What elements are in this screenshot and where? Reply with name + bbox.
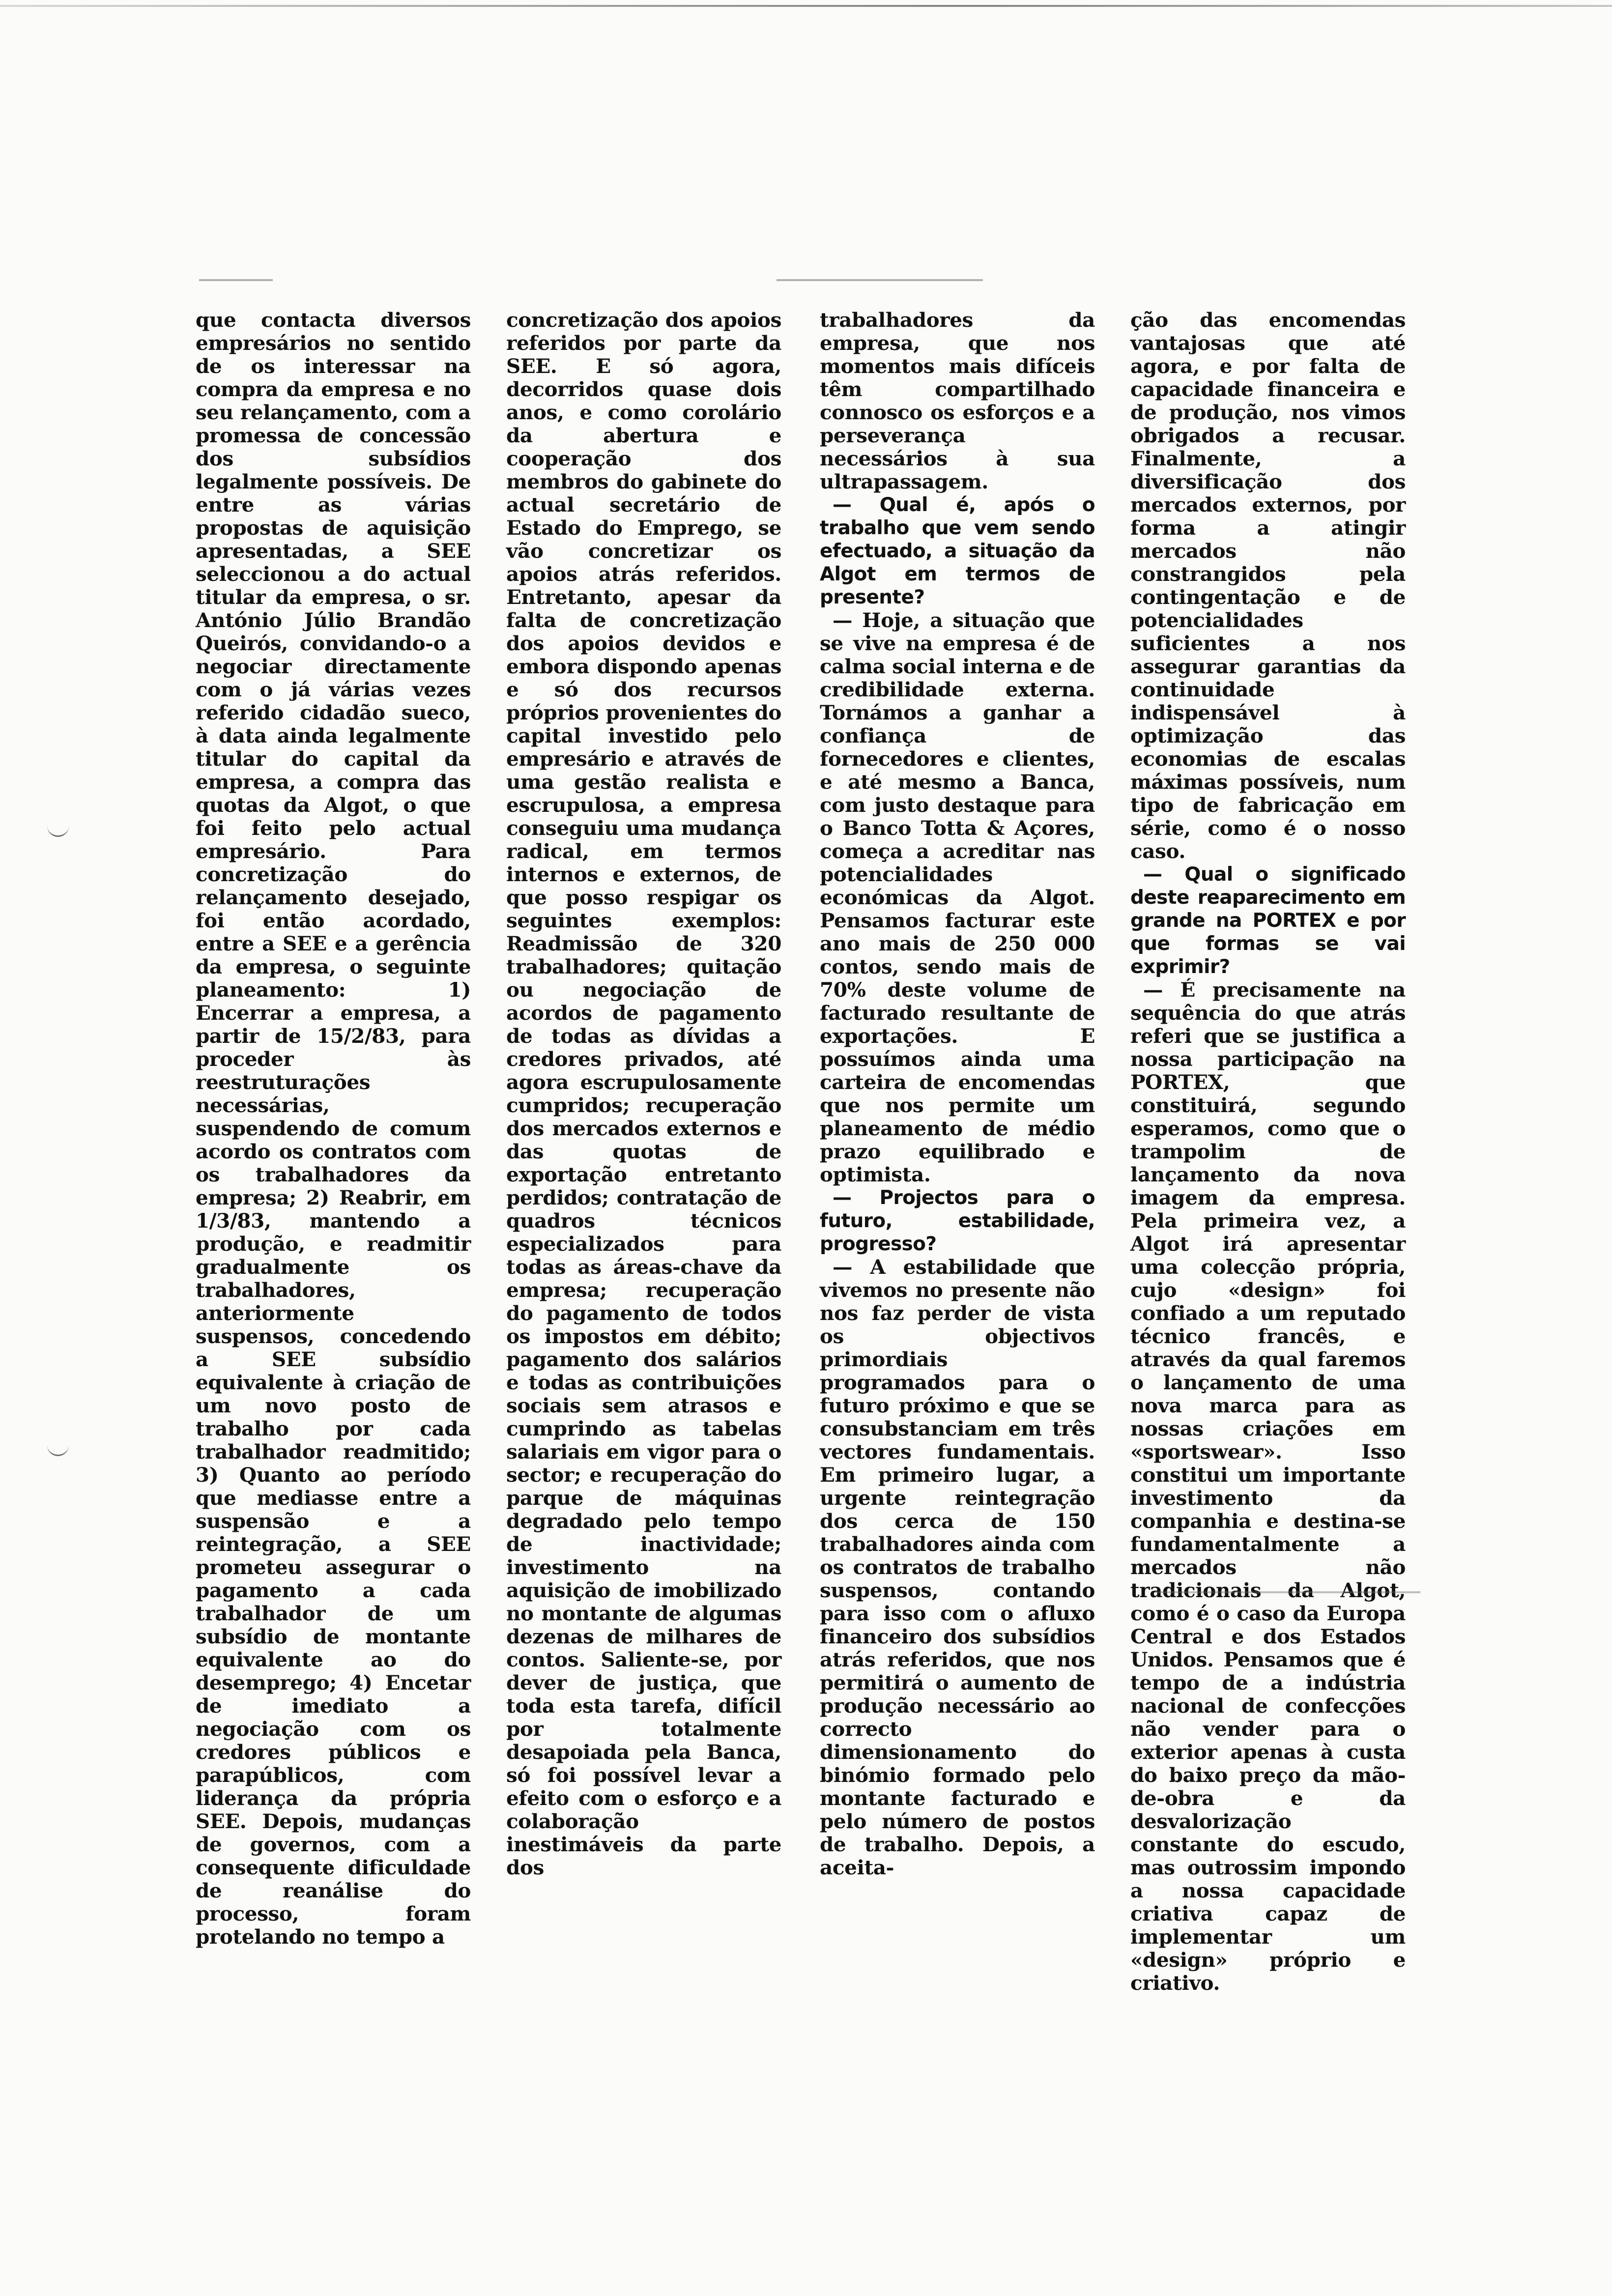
- scan-top-rule: [0, 5, 1612, 7]
- column-4-paragraph-1: ção das encomendas vantajosas que até agora, e por falta de capacidade financeira e de produção, nos vimos obrigados a recusar. Finalmente, a diversificação dos mercados externos, por forma a atingir mercados não constrangidos pela contingentação e de potencialidades suficientes a nos assegurar garantias da continuidade indispensável à optimização das economias de escalas máximas possíveis, num tipo de fabricação em série, como é o nosso caso.: [1130, 308, 1406, 863]
- column-3-paragraph-1: trabalhadores da empresa, que nos momentos mais difíceis têm compartilhado connosco os esforços e a perseverança necessários à sua ultrapassagem.: [820, 308, 1095, 493]
- interview-question-1: — Qual é, após o trabalho que vem sendo efectuado, a situação da Algot em termos de presente?: [820, 494, 1095, 608]
- column-3-paragraph-3: — A estabilidade que vivemos no presente não nos faz perder de vista os objectivos primordiais programados para o futuro próximo e que se consubstanciam em três vectores fundamentais. Em primeiro lugar, a urgente reintegração dos cerca de 150 trabalhadores ainda com os contratos de trabalho suspensos, contando para isso com o afluxo financeiro dos subsídios atrás referidos, que nos permitirá o aumento de produção necessário ao correcto dimensionamento do binómio formado pelo montante facturado e pelo número de postos de trabalho. Depois, a aceita-: [820, 1255, 1095, 1879]
- scan-smudge-left: [199, 279, 273, 281]
- margin-mark-upper: [47, 826, 69, 837]
- article-column-1: [196, 309, 471, 1949]
- column-1-paragraph-1: que contacta diversos empresários no sentido de os interessar na compra da empresa e no seu relançamento, com a promessa de concessão dos subsídios legalmente possíveis. De entre as várias propostas de aquisição apresentadas, a SEE seleccionou a do actual titular da empresa, o sr. António Júlio Brandão Queirós, convidando-o a negociar directamente com o já várias vezes referido cidadão sueco, à data ainda legalmente titular do capital da empresa, a compra das quotas da Algot, o que foi feito pelo actual empresário. Para concretização do relançamento desejado, foi então acordado, entre a SEE e a gerência da empresa, o seguinte planeamento: 1) Encerrar a empresa, a partir de 15/2/83, para proceder às reestruturações necessárias, suspendendo de comum acordo os contratos com os trabalhadores da empresa; 2) Reabrir, em 1/3/83, mantendo a produção, e readmitir gradualmente os trabalhadores, anteriormente suspensos, concedendo a SEE subsídio equivalente à criação de um novo posto de trabalho por cada trabalhador readmitido; 3) Quanto ao período que mediasse entre a suspensão e a reintegração, a SEE prometeu assegurar o pagamento a cada trabalhador de um subsídio de montante equivalente ao do desemprego; 4) Encetar de imediato a negociação com os credores públicos e parapúblicos, com liderança da própria SEE. Depois, mudanças de governos, com a consequente dificuldade de reanálise do processo, foram protelando no tempo a: [196, 308, 471, 1949]
- article-column-3: [820, 309, 1095, 1879]
- margin-mark-lower: [47, 1445, 69, 1456]
- column-4-paragraph-2: — É precisamente na sequência do que atrás referi que se justifica a nossa participação na PORTEX, que constituirá, segundo esperamos, como que o trampolim de lançamento da nova imagem da empresa. Pela primeira vez, a Algot irá apresentar uma colecção própria, cujo «design» foi confiado a um reputado técnico francês, e através da qual faremos o lançamento de uma nova marca para as nossas criações em «sportswear». Isso constitui um importante investimento da companhia e destina-se fundamentalmente a mercados não tradicionais da Algot, como é o caso da Europa Central e dos Estados Unidos. Pensamos que é tempo de a indústria nacional de confecções não vender para o exterior apenas à custa do baixo preço da mão-de-obra e da desvalorização constante do escudo, mas outrossim impondo a nossa capacidade criativa capaz de implementar um «design» próprio e criativo.: [1130, 978, 1406, 1995]
- column-3-paragraph-2: — Hoje, a situação que se vive na empresa é de calma social interna e de credibilidade externa. Tornámos a ganhar a confiança de fornecedores e clientes, e até mesmo a Banca, com justo destaque para o Banco Totta & Açores, começa a acreditar nas potencialidades económicas da Algot. Pensamos facturar este ano mais de 250 000 contos, sendo mais de 70% deste volume de facturado resultante de exportações. E possuímos ainda uma carteira de encomendas que nos permite um planeamento de médio prazo equilibrado e optimista.: [820, 608, 1095, 1186]
- column-2-paragraph-1: concretização dos apoios referidos por parte da SEE. E só agora, decorridos quase dois anos, e como corolário da abertura e cooperação dos membros do gabinete do actual secretário de Estado do Emprego, se vão concretizar os apoios atrás referidos. Entretanto, apesar da falta de concretização dos apoios devidos e embora dispondo apenas e só dos recursos próprios provenientes do capital investido pelo empresário e através de uma gestão realista e escrupulosa, a empresa conseguiu uma mudança radical, em termos internos e externos, de que posso respigar os seguintes exemplos: Readmissão de 320 trabalhadores; quitação ou negociação de acordos de pagamento de todas as dívidas a credores privados, até agora escrupulosamente cumpridos; recuperação dos mercados externos e das quotas de exportação entretanto perdidos; contratação de quadros técnicos especializados para todas as áreas-chave da empresa; recuperação do pagamento de todos os impostos em débito; pagamento dos salários e todas as contribuições sociais sem atrasos e cumprindo as tabelas salariais em vigor para o sector; e recuperação do parque de máquinas degradado pelo tempo de inactividade; investimento na aquisição de imobilizado no montante de algumas dezenas de milhares de contos. Saliente-se, por dever de justiça, que toda esta tarefa, difícil por totalmente desapoiada pela Banca, só foi possível levar a efeito com o esforço e a colaboração inestimáveis da parte dos: [506, 308, 781, 1879]
- interview-question-3: — Qual o significado deste reaparecimento em grande na PORTEX e por que formas se vai exprimir?: [1130, 863, 1406, 978]
- scan-smudge-right: [777, 279, 983, 281]
- article-column-4: [1130, 309, 1406, 1995]
- scan-bottom-rule: [1155, 1591, 1420, 1593]
- article-column-2: [506, 309, 781, 1879]
- interview-question-2: — Projectos para o futuro, estabilidade, progresso?: [820, 1187, 1095, 1255]
